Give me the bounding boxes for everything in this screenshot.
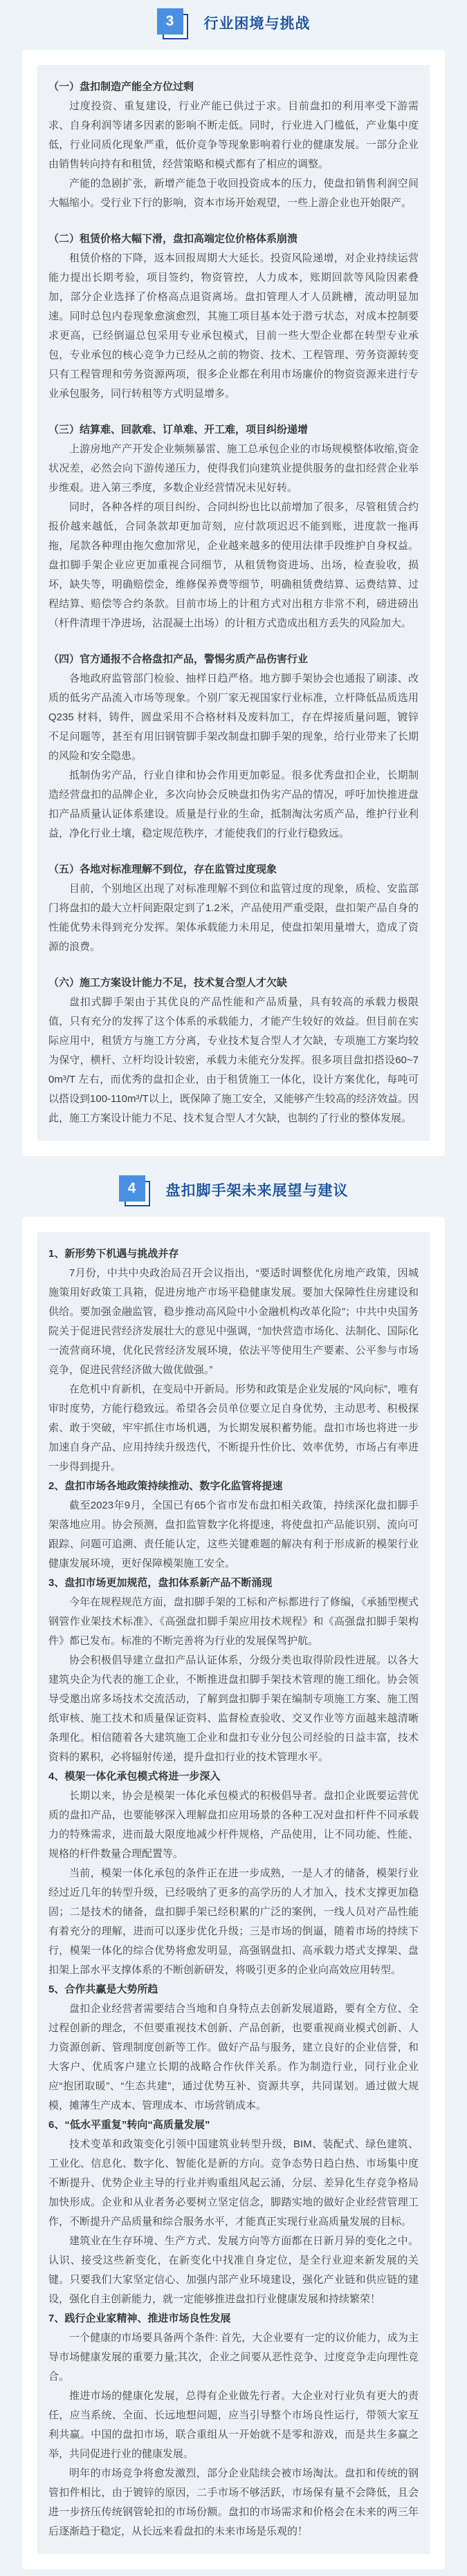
section-4-card	[22, 1217, 445, 2569]
subsection-heading: 6、“低水平重复”转向“高质量发展”	[48, 2119, 210, 2131]
paragraph: 明年的市场竞争将愈发激烈，部分企业陆续会被市场淘汰。盘扣和传统的钢管扣件相比，由于镀锌的原因，二手市场不够活跃，市场保有量不会降低，且会进一步挤压传统钢管轮扣的市场份额。盘扣的市场需求和价格会在未来的两三年后逐渐趋于稳定，从长远来看盘扣的未来市场是乐观的！	[48, 2467, 419, 2537]
paragraph: 租赁价格的下降，返本回报周期大大延长。投资风险递增，对企业持续运营能力提出长期考验，项目签约，物资管控，人力成本，账期回款等风险因素叠加，部分企业选择了价格高点退资离场。盘扣管理人才人员跳槽，流动明显加速。同时总包内卷现象愈演愈烈，其施工项目基本处于潜亏状态，对成本控制要求更高，已经倒逼总包采用专业承包模式，目前一些大型企业都在转型专业承包，专业承包的核心竞争力已经从之前的物资、技术、工程管理、劳务资源转变只有工程管理和劳务资源两项，很多企业都在利用市场廉价的物资资源来进行专业承包服务，同行转租等方式明显增多。	[48, 252, 419, 400]
paragraph: 盘扣企业经营者需要结合当地和自身特点去创新发展道路，要有全方位、全过程创新的理念，不但要重视技术创新、产品创新，也要重视商业模式创新、人力资源创新、管理制度创新等工作。做好产品与服务，建立良好的企业信誉，和大客户、优质客户建立长期的战略合作伙伴关系。作为制造行业，同行业企业应“抱团取暖”、“生态共建”，通过优势互补、资源共享，共同谋划。通过做大规模，摊薄生产成本、管理成本、市场营销成本。	[48, 2003, 419, 2111]
paragraph: 上游房地产产开发企业频频暴雷、施工总承包企业的市场规模整体收缩,资金状况差，必然会向下游传递压力，使得我们向建筑业提供服务的盘扣经营企业举步维艰。进入第三季度，多数企业经营情况未见好转。	[48, 443, 419, 494]
subsection-heading: 4、模架一体化承包模式将进一步深入	[48, 1771, 221, 1782]
section-3-number: 3	[157, 8, 183, 35]
subsection-heading: （一）盘扣制造产能全方位过剩	[48, 81, 194, 93]
subsection-heading: 5、合作共赢是大势所趋	[48, 1984, 158, 1995]
paragraph: 建筑业在生存环境、生产方式、发展方向等方面都在日新月异的变化之中。认识、接受这些新变化，在新变化中找准自身定位，是全行业迎来新发展的关键。只要我们大家坚定信心、加强内部产业环境建设，强化产业链和供应链的建设，强化自主创新能力，就一定能够推进盘扣行业健康发展和持续繁荣！	[48, 2235, 419, 2305]
paragraph: 目前，个别地区出现了对标准理解不到位和监管过度的现象，质检、安监部门将盘扣的最大立杆间距限定到了1.2米，产品使用严重受限，盘扣架产品自身的性能优势未得到充分发挥。架体承载能力未用足，使盘扣架用量增大，造成了资源的浪费。	[48, 883, 419, 953]
subsection-heading: （五）各地对标准理解不到位，存在监管过度现象	[48, 864, 277, 875]
section-3-panel	[37, 65, 430, 1141]
paragraph: 盘扣式脚手架由于其优良的产品性能和产品质量，具有较高的承载力极限值，只有充分的发挥了这个体系的承载能力，才能产生较好的效益。但目前在实际应用中，租赁方与施工方分离，专业技术复合型人才欠缺，专项施工方案均较为保守，横杆、立杆均设计较密，承载力未能充分发挥。很多项目盘扣搭设60~70m³/T 左右，而优秀的盘扣企业，由于租赁施工一体化，设计方案优化，每吨可以搭设到100-110m³/T以上，既保障了施工安全，又能够产生较高的经济效益。因此，施工方案设计能力不足、技术复合型人才欠缺，也制约了行业的整体发展。	[48, 996, 419, 1124]
subsection-heading: 1、新形势下机遇与挑战并存	[48, 1248, 179, 1260]
paragraph: 在危机中育新机，在变局中开新局。形势和政策是企业发展的“风向标”，唯有审时度势，方能行稳致远。希望各会员单位要立足自身优势，主动思考、积极探索、敢于突破，牢牢抓住市场机遇，为长期发展积蓄势能。盘扣市场也将进一步加速自身产品、应用持续升级迭代，不断提升性价比、效率优势，市场占有率进一步得到提升。	[48, 1383, 419, 1473]
subsection-heading: （二）租赁价格大幅下滑，盘扣高端定位价格体系崩溃	[48, 233, 298, 245]
subsection-heading: （四）官方通报不合格盘扣产品，警惕劣质产品伤害行业	[48, 653, 309, 665]
paragraph: 过度投资、重复建设，行业产能已供过于求。目前盘扣的利用率受下游需求、自身利润等诸多因素的影响不断走低。同时，行业进入门槛低，产业集中度低，行业同质化现象严重，低价竞争等现象影响着行业的健康发展。一部分企业由销售转向持有和租赁，经营策略和模式都有了相应的调整。	[48, 100, 419, 170]
section-4-header	[0, 1156, 467, 1217]
paragraph: 抵制伪劣产品，行业自律和协会作用更加彰显。很多优秀盘扣企业，长期制造经营盘扣的品牌企业，多次向协会反映盘扣伪劣产品的情况，呼吁加快推进盘扣产品质量认证体系建设。质量是行业的生命，抵制淘汰劣质产品，维护行业利益，净化行业土壤，稳定规范秩序，才能使我们的行业行稳致远。	[48, 769, 419, 839]
paragraph: 技术变革和政策变化引领中国建筑业转型升级，BIM、装配式、绿色建筑、工业化、信息化、数字化、智能化是新的方向。竞争态势日趋白热、市场集中度不断提升、优势企业主导的行业并购重组风起云涌，分层、差异化生存竞争格局加快形成。企业和从业者务必要树立坚定信念，脚踏实地的做好企业经营管理工作，不断提升产品质量和综合服务水平，才能真正实现行业高质量发展的目标。	[48, 2138, 419, 2228]
subsection-heading: （六）施工方案设计能力不足，技术复合型人才欠缺	[48, 977, 288, 989]
section-4-number: 4	[119, 1175, 145, 1202]
subsection-heading: 2、盘扣市场各地政策持续推动、数字化监管将提速	[48, 1480, 283, 1492]
section-3-header	[0, 0, 467, 50]
paragraph: 各地政府监管部门检验、抽样日趋严格。地方脚手架协会也通报了刷漆、改质的低劣产品流入市场等现象。个别厂家无视国家行业标准，立杆降低品质选用 Q235 材料，铸件，圆盘采用不合格材料及废料加工，存在焊接质量问题，镀锌不足问题等，甚至有用旧钢管脚手架改制盘扣脚手架的现象，给行业带来了长期的风险和安全隐患。	[48, 673, 419, 762]
paragraph: 一个健康的市场要具备两个条件: 首先，大企业要有一定的议价能力，成为主导市场健康发展的重要力量;其次，企业之间要从恶性竞争、过度竞争走向理性竞合。	[48, 2332, 419, 2382]
paragraph: 截至2023年9月，全国已有65个省市发布盘扣相关政策，持续深化盘扣脚手架落地应用。协会预测，盘扣监管数字化将提速，将使盘扣产品能识别、流向可跟踪、问题可追溯、责任能认定，这些关键难题的解决有利于形成新的模架行业健康发展环境，更好保障模架施工安全。	[48, 1500, 419, 1569]
section-3-card	[22, 50, 445, 1156]
section-4-panel	[37, 1232, 430, 2554]
paragraph: 推进市场的健康化发展，总得有企业做先行者。大企业对行业负有更大的责任，应当系统、全面、长远地想问题，应当引导整个市场良性运行，带领大家互利共赢。中国的盘扣市场，联合重组从一开始就不是零和游戏，而是共生多赢之举，共同促进行业的健康发展。	[48, 2390, 419, 2460]
paragraph: 同时，各种各样的项目纠纷、合同纠纷也比以前增加了很多，尽管租赁合约报价越来越低，合同条款却更加苛刻，应付款项迟迟不能到账，进度款一拖再拖，尾款各种理由拖欠愈加常见，企业越来越多的使用法律手段维护自身权益。盘扣脚手架企业应更加重视合同细节，从租赁物资进场、出场，检查验收，损坏，缺失等，明确赔偿金，维修保养费等细节，明确租赁费结算、运费结算、过程结算、赔偿等合约条款。目前市场上的计租方式对出租方非常不利，磅进磅出（杆件清理干净进场，沾混凝土出场）的计租方式造成出租方丢失的风险加大。	[48, 501, 419, 629]
section-3-number-badge	[157, 8, 189, 40]
section-4-title: 盘扣脚手架未来展望与建议	[165, 1183, 349, 1200]
subsection-heading: （三）结算难、回款难、订单难、开工难，项目纠纷递增	[48, 424, 309, 436]
section-3-title: 行业困境与挑战	[203, 16, 311, 32]
paragraph: 今年在规程规范方面，盘扣脚手架的工标和产标都进行了修编，《承插型楔式钢管作业架技术标准》、《高强盘扣脚手架应用技术规程》和《高强盘扣脚手架构件》都已发布。标准的不断完善将为行业的发展保驾护航。	[48, 1596, 419, 1647]
section-4-number-badge	[119, 1175, 151, 1207]
subsection-heading: 7、践行企业家精神、推进市场良性发展	[48, 2313, 231, 2324]
paragraph: 协会积极倡导建立盘扣产品认证体系，分级分类也取得阶段性进展。以各大建筑央企为代表的施工企业，不断推进盘扣脚手架技术管理的施工细化。协会领导受邀出席多场技术交流活动，了解到盘扣脚手架在编制专项施工方案、施工图纸审核、施工技术和质量保证资料、监督检查验收、交叉作业等方面越来越清晰条理化。相信随着各大建筑施工企业和盘扣专业分包公司经验的日益丰富，技术资料的累积，必将辐射传递，提升盘扣行业的技术管理水平。	[48, 1654, 419, 1763]
paragraph: 长期以来，协会是模架一体化承包模式的积极倡导者。盘扣企业既要运营优质的盘扣产品，也要能够深入理解盘扣应用场景的各种工况对盘扣杆件不同承载力的特殊需求，进而最大限度地减少杆件规格，产品使用，让不同功能、性能、规格的杆件数量合理配置等。	[48, 1790, 419, 1860]
paragraph: 当前，模架一体化承包的条件正在进一步成熟，一是人才的储备，模架行业经过近几年的转型升级，已经吸纳了更多的高学历的人才加入，技术支撑更加稳固；二是技术的储备，盘扣脚手架已经积累的广泛的案例，一线人员对产品性能有着充分的理解，进而可以逐步优化升级；三是市场的倒逼，随着市场的持续下行，模架一体化的综合优势将愈发明显，高强钢盘扣、高承载力塔式支撑架、盘扣架上部水平支撑体系的不断创新研发，将吸引更多的企业向高效应用转型。	[48, 1867, 419, 1976]
paragraph: 产能的急剧扩张，新增产能急于收回投资成本的压力，使盘扣销售利润空间大幅缩小。受行业下行的影响，资本市场开始观望，一些上游企业也开始限产。	[48, 178, 419, 209]
paragraph: 7月份，中共中央政治局召开会议指出，“要适时调整优化房地产政策，因城施策用好政策工具箱，促进房地产市场平稳健康发展。要加大保障性住房建设和供给。要加强金融监管，稳步推动高风险中小金融机构改革化险”；中共中央国务院关于促进民营经济发展壮大的意见中强调，“加快营造市场化、法制化、国际化一流营商环境，优化民营经济发展环境，依法平等使用生产要素、公平参与市场竞争，促进民营经济做大做优做强。”	[48, 1267, 419, 1376]
subsection-heading: 3、盘扣市场更加规范，盘扣体系新产品不断涌现	[48, 1577, 273, 1589]
